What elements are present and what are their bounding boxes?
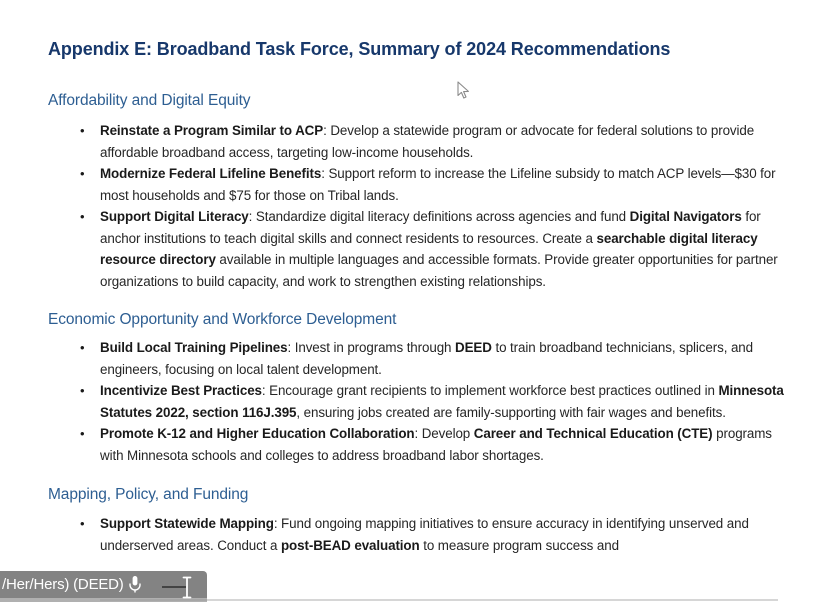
text-cursor-icon [182,576,192,602]
section-heading: Affordability and Digital Equity [48,92,251,109]
bullet-item: • Support Digital Literacy: Standardize digital literacy definitions across agencies and fund Digital Navigators for anchor institutions to teach digital skills and connect residents to resources. Create a searchable digital literacy resource directory available in multiple languages and accessible formats. Provide greater opportunities for partner organizations to build capacity, and work to strengthen existing relationships. [79,206,796,292]
document-sections [48,90,792,556]
document-page[interactable] [48,38,792,556]
bullet-item: • Promote K-12 and Higher Education Collaboration: Develop Career and Technical Education (CTE) programs with Minnesota schools and colleges to address broadband labor shortages. [79,423,796,466]
bullet-item: • Modernize Federal Lifeline Benefits: Support reform to increase the Lifeline subsidy to match ACP levels—$30 for most households and $75 for those on Tribal lands. [79,163,796,206]
bullet-list [79,337,796,466]
section-heading: Mapping, Policy, and Funding [48,486,249,503]
microphone-icon [129,575,141,594]
bullet-item: • Support Statewide Mapping: Fund ongoing mapping initiatives to ensure accuracy in identifying unserved and underserved areas. Conduct a post-BEAD evaluation to measure program success and [79,513,796,556]
bullet-item: • Build Local Training Pipelines: Invest in programs through DEED to train broadband technicians, splicers, and engineers, focusing on local talent development. [79,337,796,380]
participant-name-label: /Her/Hers) (DEED) [2,576,124,593]
section-heading: Economic Opportunity and Workforce Development [48,311,397,328]
bullet-item: • Incentivize Best Practices: Encourage grant recipients to implement workforce best practices outlined in Minnesota Statutes 2022, section 116J.395, ensuring jobs created are family-supporting with fair wages and benefits. [79,380,796,423]
bullet-list [79,120,796,292]
badge-substrip [0,598,207,602]
page-title: Appendix E: Broadband Task Force, Summary of 2024 Recommendations [48,39,671,59]
bullet-list [79,513,796,556]
mouse-pointer-icon [457,81,471,105]
participant-name-badge [0,571,207,598]
bullet-item: • Reinstate a Program Similar to ACP: Develop a statewide program or advocate for federal solutions to provide affordable broadband access, targeting low-income households. [79,120,796,163]
